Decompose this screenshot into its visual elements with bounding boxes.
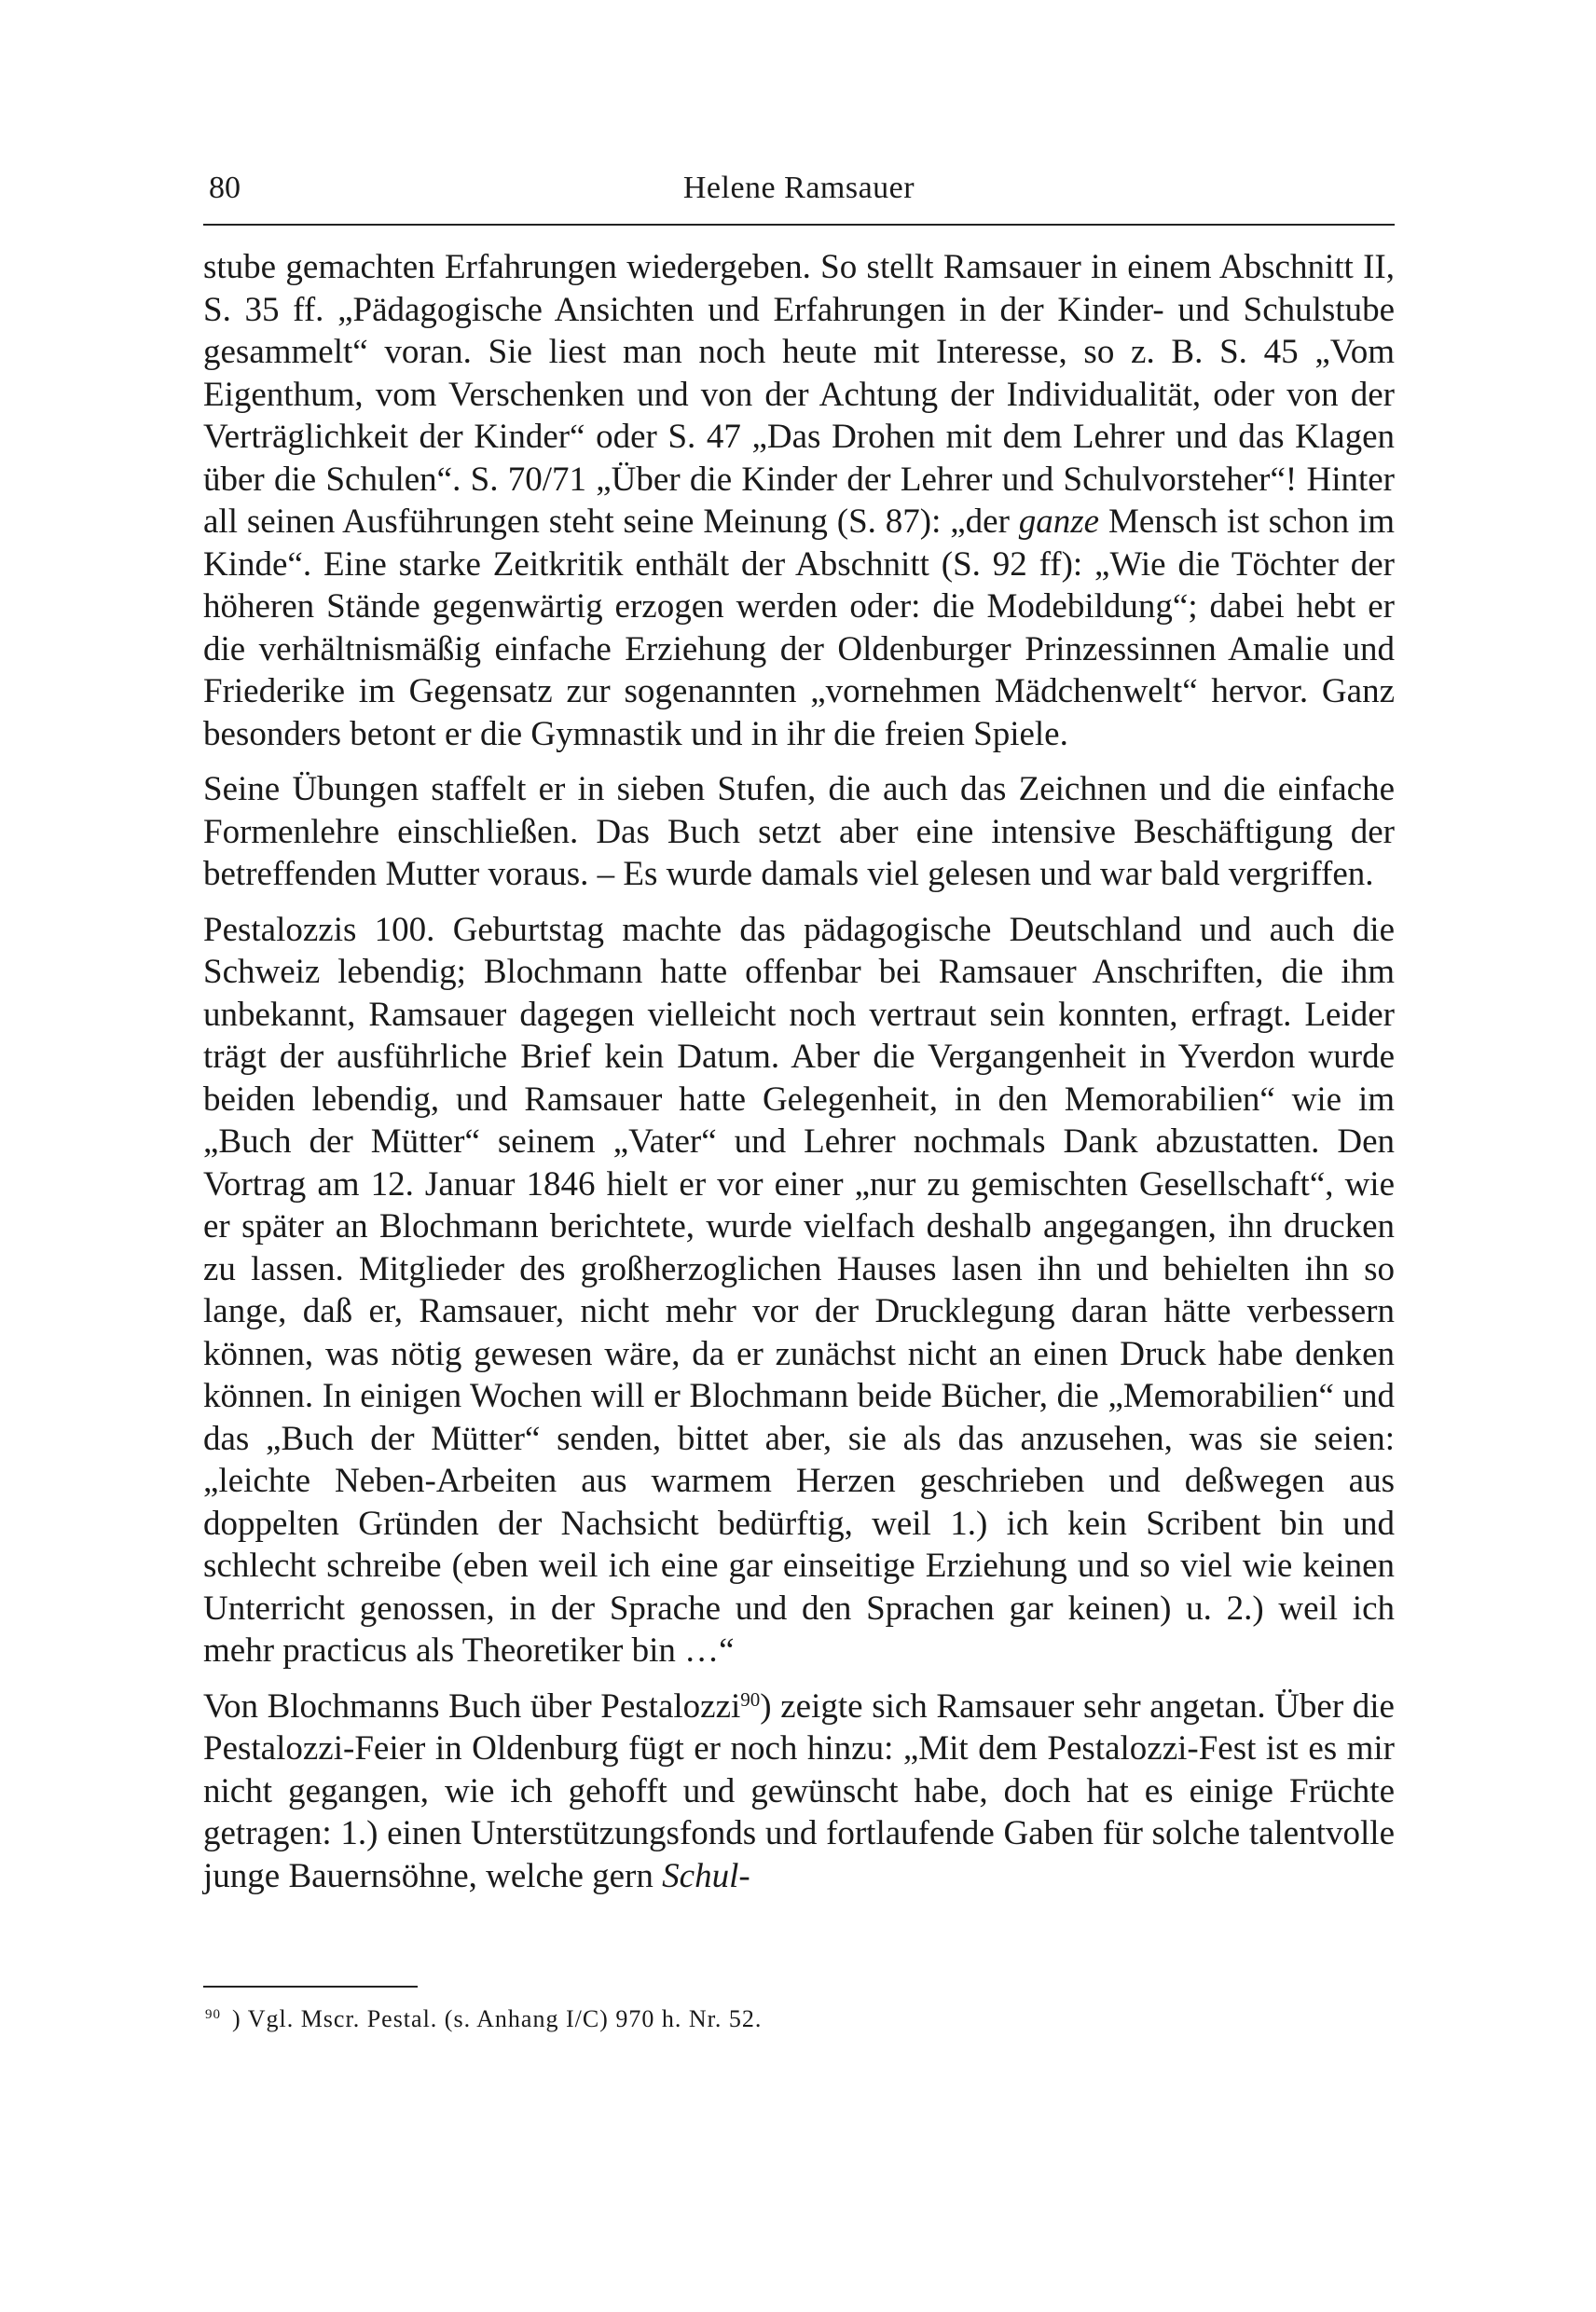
footnote-text: ) Vgl. Mscr. Pestal. (s. Anhang I/C) 970 h. Nr. 52. [232,2005,763,2032]
running-head [203,166,1395,211]
emphasis-schul: Schul- [662,1856,750,1895]
footnote-rule [203,1986,418,1988]
paragraph-1-text-b: Mensch ist schon im Kinde“. Eine starke Zeitkritik enthält der Abschnitt (S. 92 ff): „Wie die Töchter der höheren Stände gegenwärtig erzogen werden oder: die Modebildung“; dabei hebt er die verhältnismäßig einfache Erziehung der Oldenburger Prinzessinnen Amalie und Friederike im Gegensatz zur sogenannten „vornehmen Mädchenwelt“ hervor. Ganz besonders betont er die Gymnastik und in ihr die freien Spiele. [203,502,1395,753]
emphasis-ganze: ganze [1018,502,1100,541]
footnote-mark: 90 [205,2007,221,2022]
paragraph-1-text-a: stube gemachten Erfahrungen wiedergeben. So stellt Ramsauer in einem Abschnitt II, S. 35 ff. „Pädagogische Ansichten und Erfahrungen in der Kinder- und Schulstube gesammelt“ voran. Sie liest man noch heute mit Interesse, so z. B. S. 45 „Vom Eigenthum, vom Verschenken und von der Achtung der Individualität, oder von der Verträglichkeit der Kinder“ oder S. 47 „Das Drohen mit dem Lehrer und das Klagen über die Schulen“. S. 70/71 „Über die Kinder der Lehrer und Schulvorsteher“! Hinter all seinen Ausführungen steht seine Meinung (S. 87): „der [203,248,1395,541]
page-number: 80 [209,171,241,205]
paragraph-1 [203,246,1395,755]
paragraph-2: Seine Übungen staffelt er in sieben Stufen, die auch das Zeichnen und die einfache Formenlehre einschließen. Das Buch setzt aber eine intensive Beschäftigung der betreffenden Mutter voraus. – Es wurde damals viel gelesen und war bald vergriffen. [203,770,1395,893]
header-rule [203,224,1395,226]
paragraph-4-text-b: ) zeigte sich Ramsauer sehr angetan. Über die Pestalozzi-Feier in Oldenburg fügt er noch hinzu: „Mit dem Pestalozzi-Fest ist es mir nicht gegangen, wie ich gehofft und gewünscht habe, doch hat es einige Früchte getragen: 1.) einen Unterstützungsfonds und fortlaufende Gaben für solche talentvolle junge Bauernsöhne, welche gern [203,1686,1395,1895]
footnote-reference[interactable]: 90 [740,1687,761,1711]
running-title: Helene Ramsauer [682,171,915,205]
book-page [203,0,1395,2312]
paragraph-4 [203,1686,1395,1898]
paragraph-3: Pestalozzis 100. Geburtstag machte das pädagogische Deutschland und auch die Schweiz lebendig; Blochmann hatte offenbar bei Ramsauer Anschriften, die ihm unbekannt, Ramsauer dagegen vielleicht noch vertraut sein konnten, erfragt. Leider trägt der ausführliche Brief kein Datum. Aber die Vergangenheit in Yverdon wurde beiden lebendig, und Ramsauer hatte Gelegenheit, in den Memorabilien“ wie im „Buch der Mütter“ seinem „Vater“ und Lehrer nochmals Dank abzustatten. Den Vortrag am 12. Januar 1846 hielt er vor einer „nur zu gemischten Gesellschaft“, wie er später an Blochmann berichtete, wurde vielfach deshalb angegangen, ihn drucken zu lassen. Mitglieder des großherzoglichen Hauses lasen ihn und behielten ihn so lange, daß er, Ramsauer, nicht mehr vor der Drucklegung daran hätte verbessern können, was nötig gewesen wäre, da er zunächst nicht an einen Druck habe denken können. In einigen Wochen will er Blochmann beide Bücher, die „Memorabilien“ und das „Buch der Mütter“ senden, bittet aber, sie als das anzusehen, was sie seien: „leichte Neben-Arbeiten aus warmem Herzen geschrieben und deßwegen aus doppelten Gründen der Nachsicht bedürftig, weil 1.) ich kein Scribent bin und schlecht schreibe (eben weil ich eine gar einseitige Erziehung und so viel wie keinen Unterricht genossen, in der Sprache und den Sprachen gar keinen) u. 2.) weil ich mehr practicus als Theoretiker bin …“ [203,910,1395,1670]
paragraph-4-text-a: Von Blochmanns Buch über Pestalozzi [203,1686,741,1726]
footnote [205,2002,1389,2036]
body-text [203,246,1395,1910]
